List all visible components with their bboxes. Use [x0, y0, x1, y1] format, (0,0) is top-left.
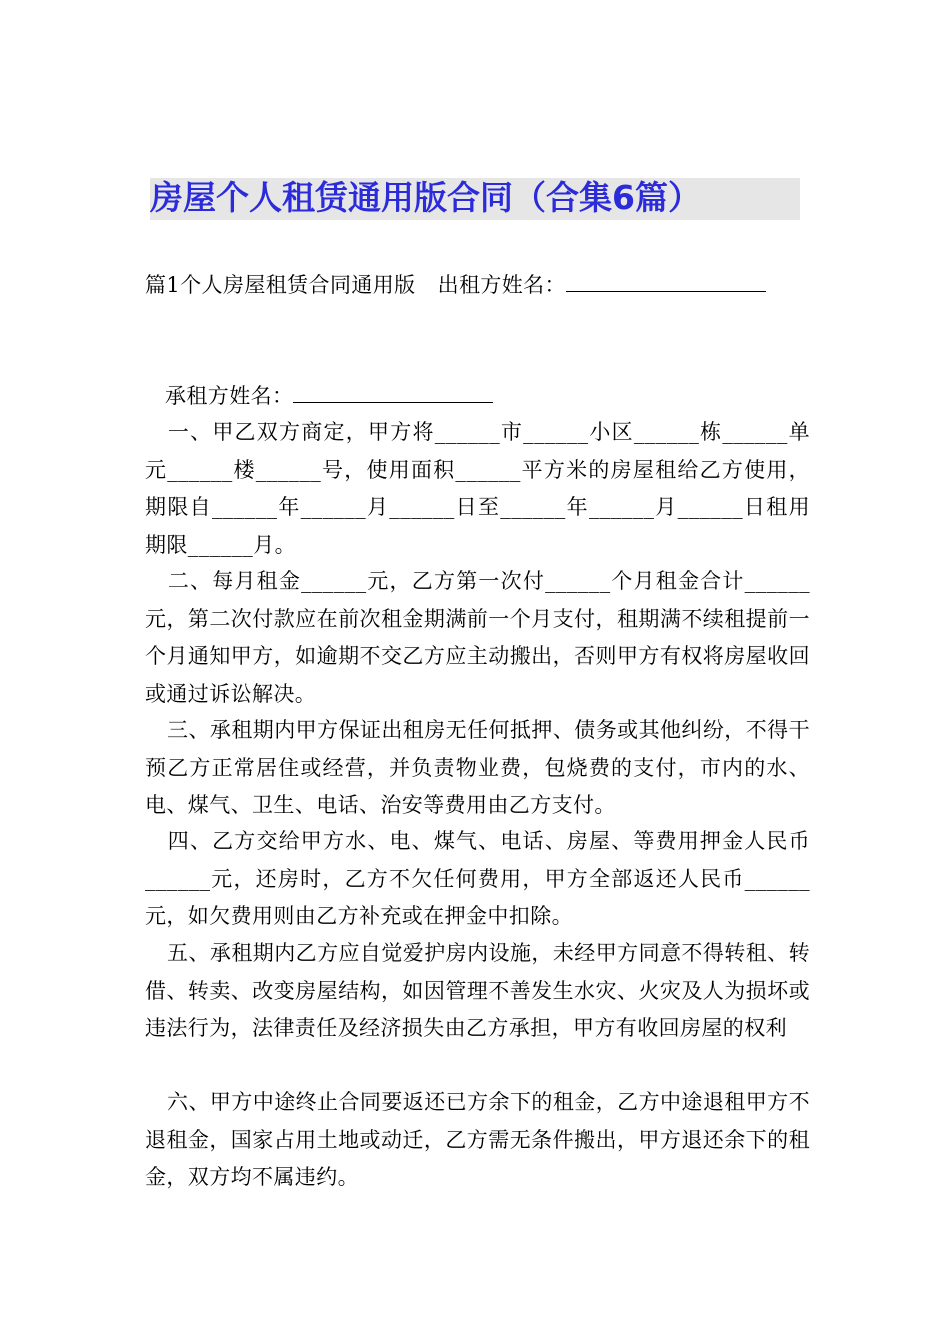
clause-6-text: 六、甲方中途终止合同要返还已方余下的租金，乙方中途退租甲方不退租金，国家占用土地或动迁，乙方需无条件搬出，甲方退还余下的租金，双方均不属违约。	[145, 1090, 810, 1189]
tenant-label: 承租方姓名：	[165, 384, 294, 408]
clause-5-text: 五、承租期内乙方应自觉爱护房内设施，未经甲方同意不得转租、转借、转卖、改变房屋结构，如因管理不善发生水灾、火灾及人为损坏或违法行为，法律责任及经济损失由乙方承担，甲方有收回房屋的权利	[145, 941, 810, 1040]
clause-2-text: 二、每月租金______元，乙方第一次付______个月租金合计______元，第二次付款应在前次租金期满前一个月支付，租期满不续租提前一个月通知甲方，如逾期不交乙方应主动搬出，否则甲方有权将房屋收回或通过诉讼解决。	[145, 569, 810, 706]
clause-6	[145, 1084, 810, 1197]
section-heading-line	[145, 271, 766, 299]
landlord-name-blank	[566, 271, 766, 292]
clause-4-text: 四、乙方交给甲方水、电、煤气、电话、房屋、等费用押金人民币______元，还房时，乙方不欠任何费用，甲方全部返还人民币______元，如欠费用则由乙方补充或在押金中扣除。	[145, 829, 810, 928]
clause-5	[145, 935, 810, 1048]
document-title: 房屋个人租赁通用版合同（合集6篇）	[150, 178, 701, 217]
clause-3-text: 三、承租期内甲方保证出租房无任何抵押、债务或其他纠纷，不得干预乙方正常居住或经营，并负责物业费，包烧费的支付，市内的水、电、煤气、卫生、电话、治安等费用由乙方支付。	[145, 718, 810, 817]
tenant-line	[165, 382, 493, 410]
clause-2	[145, 563, 810, 713]
clause-4	[145, 823, 810, 936]
landlord-label: 出租方姓名：	[437, 273, 566, 297]
tenant-name-blank	[293, 382, 493, 403]
clause-3	[145, 712, 810, 825]
clause-1	[145, 414, 810, 564]
section-heading: 篇1个人房屋租赁合同通用版	[145, 273, 416, 297]
clause-1-text: 一、甲乙双方商定，甲方将______市______小区______栋______单元______楼______号，使用面积______平方米的房屋租给乙方使用，期限自______年______月______日至______年______月______日租用期限______月。	[145, 420, 810, 557]
